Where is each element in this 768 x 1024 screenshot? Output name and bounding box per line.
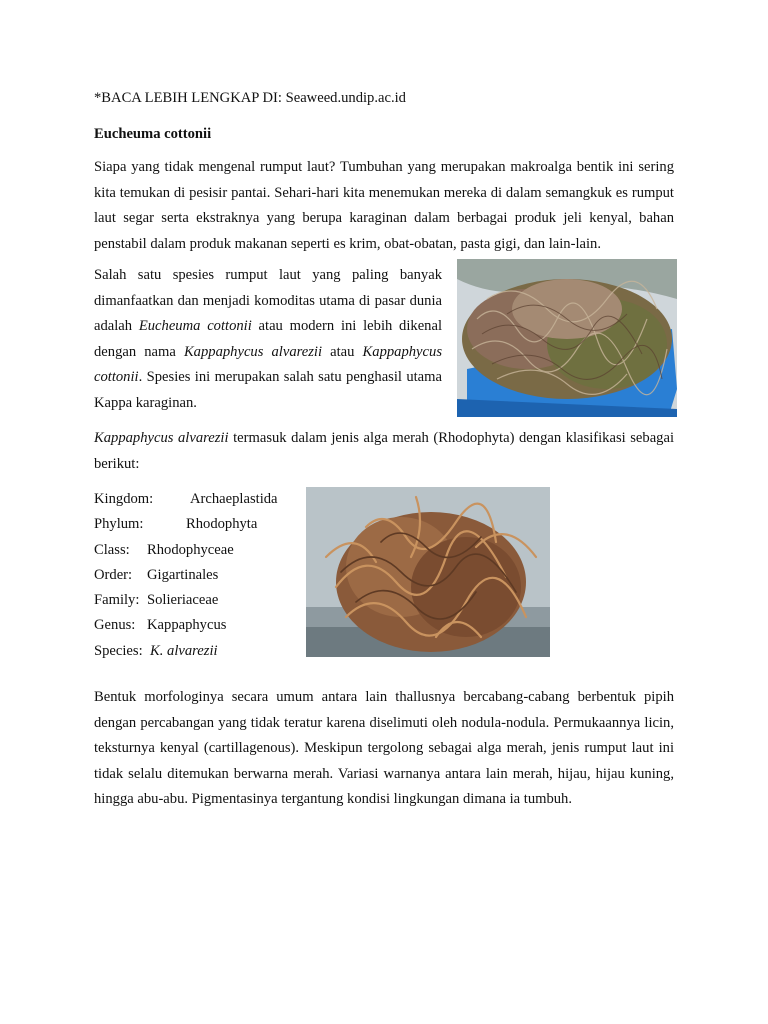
seaweed-closeup-photo [306,487,550,657]
taxonomy-phylum: Phylum: Rhodophyta [94,516,258,533]
taxonomy-order: Order: Gigartinales [94,566,219,583]
species-section [94,263,674,416]
seaweed-basket-photo [457,259,677,417]
document-page [94,86,674,813]
taxonomy-class: Class: Rhodophyceae [94,541,234,558]
morphology-paragraph: Bentuk morfologinya secara umum antara lain thallusnya bercabang-cabang berbentuk pipih dengan percabangan yang tidak teratur karena diselimuti oleh nodula-nodula. Permukaannya licin, teksturnya kenyal (cartillagenous). Meskipun tergolong sebagai alga merah, jenis rumput laut ini tidak selalu ditemukan berwarna merah. Variasi warnanya antara lain merah, hijau, hijau kuning, hingga abu-abu. Pigmentasinya tergantung kondisi lingkungan dimana ia tumbuh. [94,689,674,808]
classification-intro: Kappaphycus alvarezii termasuk dalam jenis alga merah (Rhodophyta) dengan klasifikasi sebagai berikut: [94,430,675,472]
taxonomy-kingdom: Kingdom: Archaeplastida [94,491,278,507]
article-title: Eucheuma cottonii [94,125,212,142]
intro-paragraph: Siapa yang tidak mengenal rumput laut? Tumbuhan yang merupakan makroalga bentik ini sering kita temukan di pesisir pantai. Sehari-hari kita menemukan mereka di dalam semangkuk es rumput laut segar serta ekstraknya yang berupa karaginan dalam berbagai produk jeli kenyal, bahan penstabil dalam produk makanan seperti es krim, obat-obatan, pasta gigi, dan lain-lain. [94,159,674,252]
taxonomy-family: Family: Solieriaceae [94,592,219,609]
taxonomy-section [94,487,674,664]
source-note: *BACA LEBIH LENGKAP DI: Seaweed.undip.ac.id [94,90,406,106]
taxonomy-genus: Genus: Kappaphycus [94,617,227,634]
taxonomy-species: Species: K. alvarezii [94,642,218,659]
species-paragraph: Salah satu spesies rumput laut yang paling banyak dimanfaatkan dan menjadi komoditas utama di pasar dunia adalah Eucheuma cottonii atau modern ini lebih dikenal dengan nama Kappaphycus alvarezii atau Kappaphycus cottonii. Spesies ini merupakan salah satu penghasil utama Kappa karaginan. [94,267,443,411]
